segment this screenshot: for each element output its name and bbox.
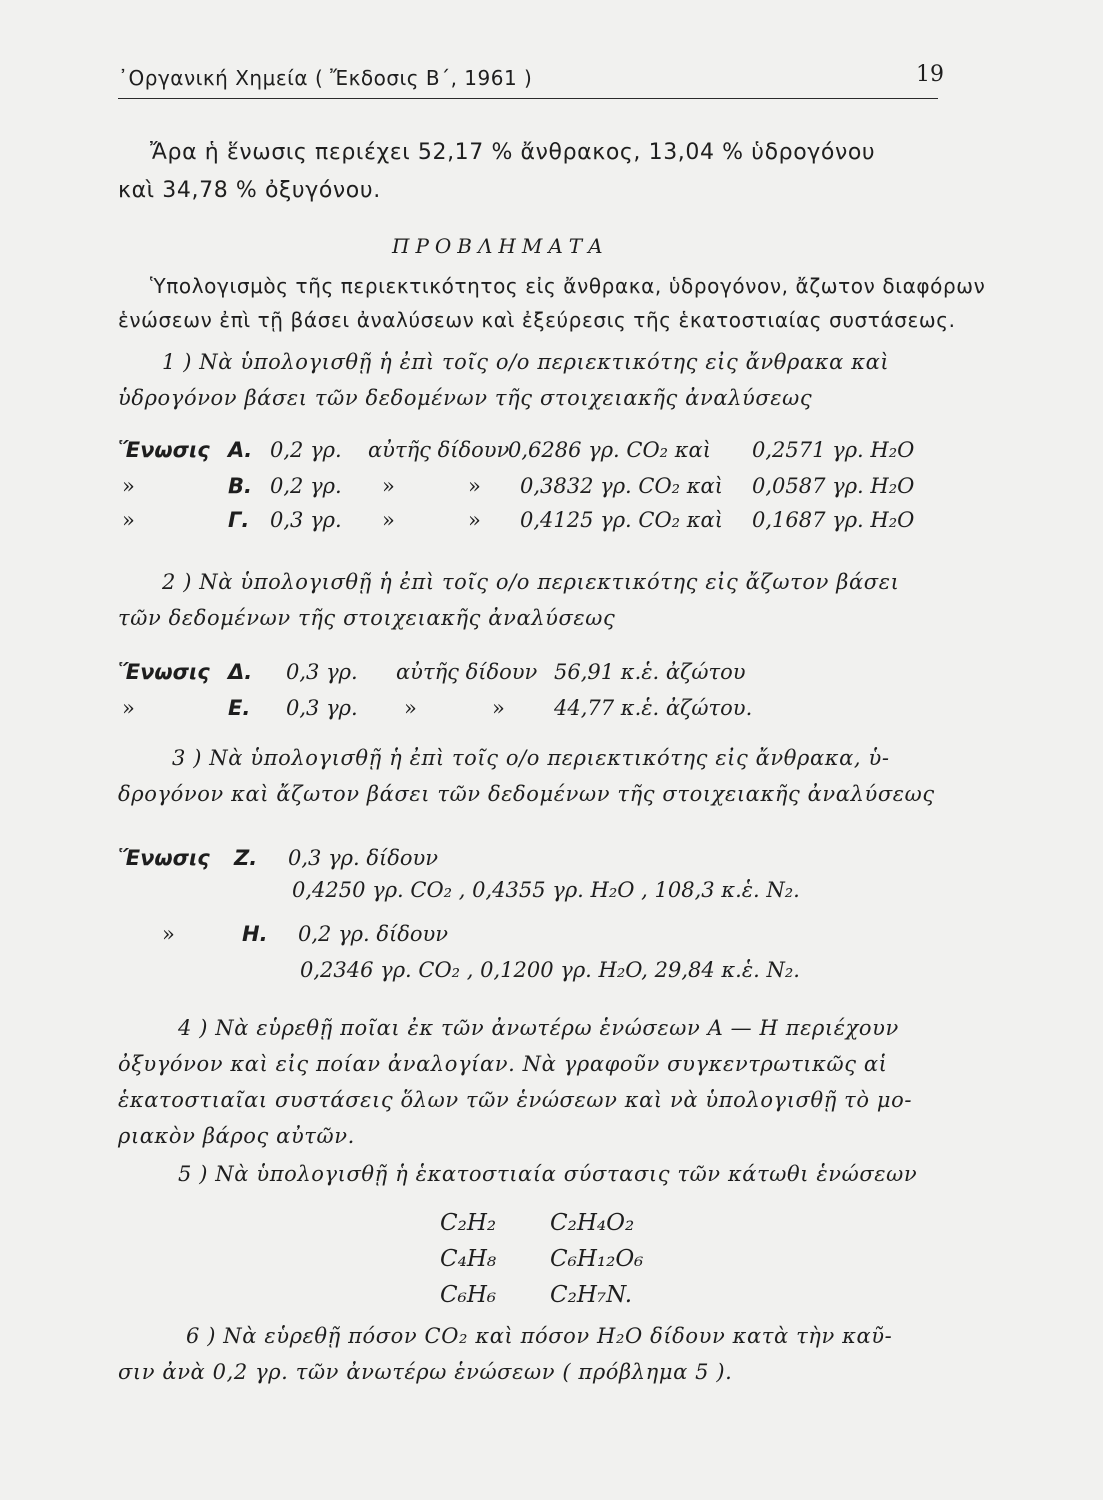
problem4-line-3: ἑκατοστιαῖαι συστάσεις ὅλων τῶν ἑνώσεων καὶ νὰ ὑπολογισθῇ τὸ μο- [118, 1088, 913, 1112]
row-label: Ἕνωσις [118, 438, 210, 462]
compound-letter: Δ. [228, 660, 253, 684]
verb: αὐτῆς δίδουν [396, 660, 538, 684]
problem4-line-1: 4 ) Νὰ εὑρεθῇ ποῖαι ἐκ τῶν ἀνωτέρω ἑνώσεων Α — Η περιέχουν [178, 1016, 899, 1040]
h2o-value: 0,2571 γρ. H₂O [752, 438, 915, 462]
row-label: Ἕνωσις [118, 660, 210, 684]
conclusion-line-2: καὶ 34,78 % ὀξυγόνου. [118, 178, 381, 203]
formula: C₆H₆ [440, 1282, 497, 1308]
nitrogen-volume: 56,91 κ.ἑ. ἀζώτου [554, 660, 746, 684]
problem5-line-1: 5 ) Νὰ ὑπολογισθῇ ἡ ἑκατοστιαία σύστασις τῶν κάτωθι ἑνώσεων [178, 1162, 918, 1186]
formula: C₂H₄O₂ [550, 1210, 635, 1236]
row-label: Ἕνωσις [118, 846, 210, 870]
ditto-mark: » [122, 474, 135, 498]
ditto-mark: » [404, 696, 417, 720]
problem2-line-1: 2 ) Νὰ ὑπολογισθῇ ἡ ἐπὶ τοῖς ο/ο περιεκτικότης εἰς ἄζωτον βάσει [162, 570, 900, 594]
compound-letter: Α. [228, 438, 253, 462]
problem4-line-2: ὀξυγόνον καὶ εἰς ποίαν ἀναλογίαν. Νὰ γραφοῦν συγκεντρωτικῶς αἱ [118, 1052, 888, 1076]
ditto-mark: » [468, 508, 481, 532]
problem6-line-2: σιν ἀνὰ 0,2 γρ. τῶν ἀνωτέρω ἑνώσεων ( πρόβλημα 5 ). [118, 1360, 733, 1384]
formula: C₄H₈ [440, 1246, 497, 1272]
sample-mass: 0,2 γρ. [270, 474, 342, 498]
co2-value: 0,4125 γρ. CO₂ καὶ [520, 508, 723, 532]
header-rule [118, 98, 938, 99]
intro-line-1: Ὑπολογισμὸς τῆς περιεκτικότητος εἰς ἄνθρακα, ὑδρογόνον, ἄζωτον διαφόρων [150, 274, 986, 298]
h2o-value: 0,1687 γρ. H₂O [752, 508, 915, 532]
sample-mass: 0,3 γρ. [286, 696, 358, 720]
intro-line-2: ἑνώσεων ἐπὶ τῇ βάσει ἀναλύσεων καὶ ἐξεύρεσις τῆς ἑκατοστιαίας συστάσεως. [118, 308, 956, 332]
problem1-line-1: 1 ) Νὰ ὑπολογισθῇ ἡ ἐπὶ τοῖς ο/ο περιεκτικότης εἰς ἄνθρακα καὶ [162, 350, 890, 374]
ditto-mark: » [468, 474, 481, 498]
ditto-mark: » [122, 696, 135, 720]
compound-letter: Ζ. [234, 846, 258, 870]
compound-letter: Ε. [228, 696, 251, 720]
formula: C₆H₁₂O₆ [550, 1246, 644, 1272]
co2-value: 0,3832 γρ. CO₂ καὶ [520, 474, 723, 498]
problem1-line-2: ὑδρογόνον βάσει τῶν δεδομένων τῆς στοιχειακῆς ἀναλύσεως [118, 386, 813, 410]
sample-mass: 0,2 γρ. [270, 438, 342, 462]
ditto-mark: » [382, 508, 395, 532]
sample-mass: 0,2 γρ. δίδουν [298, 922, 449, 946]
problem6-line-1: 6 ) Νὰ εὑρεθῇ πόσον CO₂ καὶ πόσον H₂O δίδουν κατὰ τὴν καῦ- [186, 1324, 893, 1348]
verb: αὐτῆς δίδουν [368, 438, 510, 462]
ditto-mark: » [492, 696, 505, 720]
compound-letter: Η. [242, 922, 268, 946]
page-number: 19 [916, 62, 944, 87]
problem4-line-4: ριακὸν βάρος αὐτῶν. [118, 1124, 355, 1148]
sample-mass: 0,3 γρ. [270, 508, 342, 532]
conclusion-line-1: Ἄρα ἡ ἕνωσις περιέχει 52,17 % ἄνθρακος, 13,04 % ὑδρογόνου [150, 140, 876, 165]
nitrogen-volume: 44,77 κ.ἑ. ἀζώτου. [554, 696, 753, 720]
co2-value: 0,6286 γρ. CO₂ καὶ [508, 438, 711, 462]
running-title: ᾿Οργανική Χημεία ( Ἔκδοσις Β΄, 1961 ) [118, 66, 533, 90]
problem3-line-1: 3 ) Νὰ ὑπολογισθῇ ἡ ἐπὶ τοῖς ο/ο περιεκτικότης εἰς ἄνθρακα, ὑ- [172, 746, 890, 770]
formula: C₂H₂ [440, 1210, 497, 1236]
compound-row-h-results: 0,2346 γρ. CO₂ , 0,1200 γρ. H₂O, 29,84 κ.ἑ. N₂. [300, 958, 800, 982]
compound-letter: Γ. [228, 508, 250, 532]
ditto-mark: » [382, 474, 395, 498]
sample-mass: 0,3 γρ. δίδουν [288, 846, 439, 870]
problem2-line-2: τῶν δεδομένων τῆς στοιχειακῆς ἀναλύσεως [118, 606, 616, 630]
ditto-mark: » [122, 508, 135, 532]
compound-row-z-results: 0,4250 γρ. CO₂ , 0,4355 γρ. H₂O , 108,3 κ.ἑ. N₂. [292, 878, 800, 902]
sample-mass: 0,3 γρ. [286, 660, 358, 684]
ditto-mark: » [162, 922, 175, 946]
formula: C₂H₇N. [550, 1282, 633, 1308]
section-title: ΠΡΟΒΛΗΜΑΤΑ [392, 234, 609, 258]
problem3-line-2: δρογόνον καὶ ἄζωτον βάσει τῶν δεδομένων τῆς στοιχειακῆς ἀναλύσεως [118, 782, 935, 806]
compound-letter: Β. [228, 474, 252, 498]
h2o-value: 0,0587 γρ. H₂O [752, 474, 915, 498]
